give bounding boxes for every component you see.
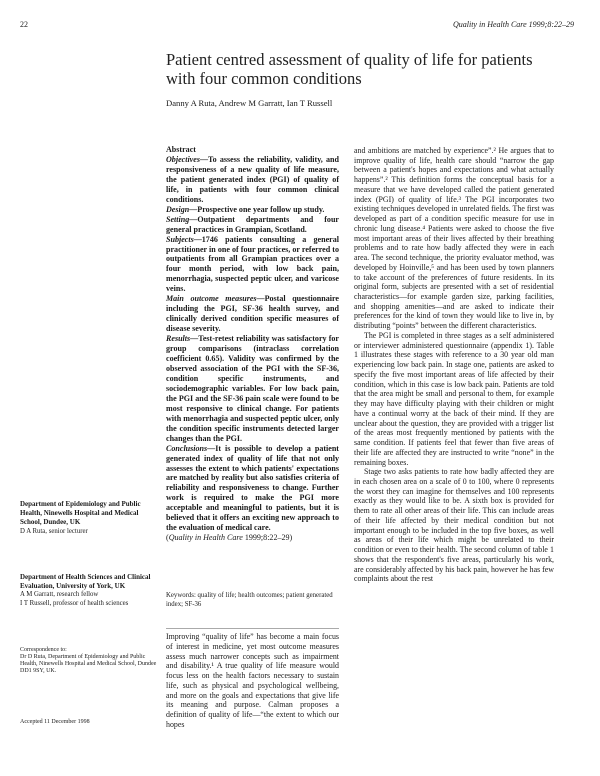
author-list: Danny A Ruta, Andrew M Garratt, Ian T Russell [166,98,333,108]
body-paragraph: and ambitions are matched by experience”.² He argues that to improve quality of life, health care should “narrow the gap between a patient's hopes and expectations and what actually happens”.² This definition forms the conceptual basis for a measure that we have developed called the patient generated index (PGI) of quality of life.³ The PGI incorporates two existing techniques developed in unrelated fields. The first was developed as part of a condition specific measure for use in chronic lung disease.⁴ Patients were asked to choose the five most important areas of their lives affected by their breathing problems and to rate how badly affected they were in each area. The second technique, the priority evaluator method, was developed by Hoinville,⁵ and has been used by town planners to take account of the preferences of future residents. In its original form, subjects are presented with a set of residential characteristics—for example garden size, parking facilities, and shopping amenities—and are asked to indicate their preferences for the kind of town they would like to live in, by distributing “points” between the different characteristics. [354,146,554,331]
body-column-right [354,146,554,584]
abstract-citation: (Quality in Health Care 1999;8:22–29) [166,533,293,543]
abstract-results: Results—Test-retest reliability was satisfactory for group comparisons (intraclass correlation coefficient 0.65). Validity was confirmed by the observed association of the PGI with the SF-36, condition specific instruments, and sociodemographic variables. For low back pain, the PGI and the SF-36 pain scale were found to be most responsive to clinical change. For patients with menorrhagia and suspected peptic ulcer, only the condition specific instruments detected larger changes than the PGI. [166,334,339,443]
abstract-measures: Main outcome measures—Postal questionnaire including the PGI, SF-36 health survey, and clinically derived condition specific measures of disease severity. [166,294,339,334]
abstract-objectives: Objectives—To assess the reliability, validity, and responsiveness of a new quality of life measure, the patient generated index (PGI) of quality of life, in patients with four common clinical conditions. [166,154,339,204]
page-number: 22 [20,20,28,29]
article-title: Patient centred assessment of quality of life for patients with four common conditions [166,50,533,88]
affiliation-ruta: Department of Epidemiology and Public Health, Ninewells Hospital and Medical School, Dundee, UK D A Ruta, senior lecturer [20,500,141,535]
abstract-heading: Abstract [166,145,196,154]
abstract-conclusions: Conclusions—It is possible to develop a patient generated index of quality of life that not only assesses the extent to which patients' expectations are matched by reality but also satisfies criteria of reliability and responsiveness to change. Further work is required to make the PGI more acceptable and meaningful to patients, but it is believed that it offers an exciting new approach to the evaluation of medical care. [166,443,339,533]
correspondence: Correspondence to: Dr D Ruta, Department of Epidemiology and Public Health, Ninewells Hospital and Medical School, Dundee DD1 9SY, UK. [20,647,157,675]
journal-reference: Quality in Health Care 1999;8:22–29 [452,20,574,29]
abstract-design: Design—Prospective one year follow up study. [166,204,325,214]
abstract [166,145,339,543]
body-paragraph: The PGI is completed in three stages as a self administered or interviewer administered questionnaire (appendix 1). Table 1 illustrates these stages with reference to a 30 year old man experiencing low back pain. In stage one, patients are asked to specify the five most important areas of life affected by their condition, which in this case is low back pain. Patients are told that the area might be small and personal to them, for example they may have difficulty playing with their children or might have a continual worry at the back of their mind. If they are unclear about the question, they are provided with a trigger list of the areas most frequently mentioned by patients with the same condition. If patients feel that fewer than five areas of their life are affected they are instructed to write “none” in the remaining boxes. [354,330,554,467]
abstract-subjects: Subjects—1746 patients consulting a general practitioner in one of four practices, or referred to outpatients from all Grampian practices over a four month period, with low back pain, menorrhagia, suspected peptic ulcer, and varicose veins. [166,234,339,294]
intro-paragraph: Improving “quality of life” has become a main focus of interest in medicine, yet most outcome measures assess much narrower concepts such as impairment and disability.¹ A true quality of life measure would focus less on the health factors necessary to sustain life, such as physical and psychological wellbeing, and more on the goals and expectations that give life its meaning and purpose. Calman proposes a definition of quality of life—“the extent to which our hopes [166,632,339,729]
body-paragraph: Stage two asks patients to rate how badly affected they are in each chosen area on a scale of 0 to 100, where 0 represents the worst they can imagine for themselves and 100 represents exactly as they would like to be. A sixth box is provided for them to rate all other areas of their life. This can include areas of their life affected by their medical condition but not important enough to be included in the top five boxes, as well as areas of their life which might be unrelated to their condition or even to their health. The second column of table 1 shows that the respondent's five areas, particularly his work, are considerably affected by his back pain, however he has few complaints about the rest [354,467,554,584]
keywords: Keywords: quality of life; health outcomes; patient generated index; SF-36 [166,592,333,608]
abstract-setting: Setting—Outpatient departments and four general practices in Grampian, Scotland. [166,214,339,234]
accepted-date: Accepted 11 December 1998 [20,719,90,725]
affiliation-york: Department of Health Sciences and Clinical Evaluation, University of York, UK A M Garratt, research fellow I T Russell, professor of health sciences [20,573,151,607]
divider [166,628,339,629]
